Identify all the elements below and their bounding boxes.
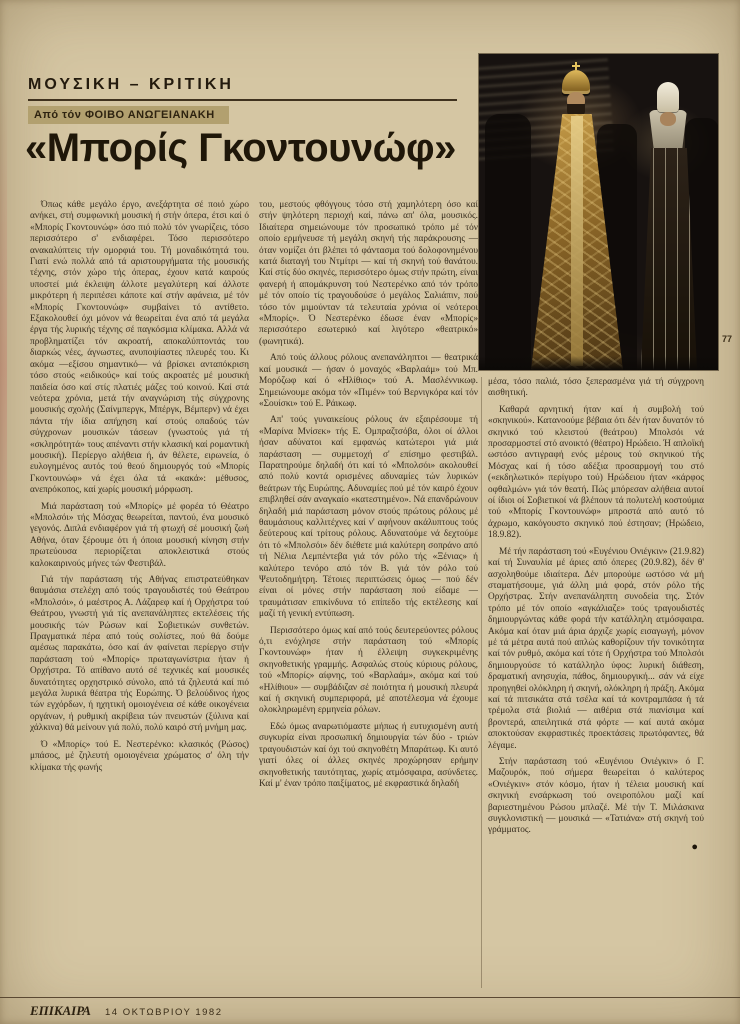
boris-figure bbox=[531, 62, 623, 370]
issue-date: 14 ΟΚΤΩΒΡΙΟΥ 1982 bbox=[104, 1007, 223, 1018]
article-title: «Μπορίς Γκοντουνώφ» bbox=[25, 126, 456, 170]
crown-cross-icon bbox=[575, 62, 577, 70]
paragraph: Απ' τούς γυναικείους ρόλους άν εξαιρέσουμε τή «Μαρίνα Μνίσεκ» τής Ε. Ομπραζτσόβα, όλοι οί άλλοι ήσαν αδύνατοι καί εμφανώς κατώτεροι γιά μιά παράσταση — συμμετοχή σ' επίσημο φεστιβάλ. Παρατηρούμε δηλαδή ότι καί τό «Μπολσόι» ακολουθεί από πολύ κοντά ορισμένες αδυναμίες τών λυρικών θεάτρων τής Ευρώπης. Αδυναμίες πού μέ τόν καιρό έχουν επιβληθεί σάν αναγκαίο «κατεστημένο». Νά επανδρώνουν δηλαδή μιά παράσταση μόνον στούς πρώτους ρόλους μέ θαυμάσιους καλλιτέχνες καί ν' αφήνουν ακάλυπτους τούς δεύτερους καί τρίτους ρόλους. Αδυνατούμε νά δεχτούμε ότι τό «Μπολσόι» δέν διέθετε μιά καλύτερη σοπράνο από τή Νέλια Λεμπέντεβα γιά τόν ρόλο τής «Ξένιας» ή καλύτερο τενόρο από τόν Β. γιά τόν ρόλο τού Ψευτοδημήτρη. Τέτοιες περιπτώσεις όμως — πού δέν είναι οί μόνες στήν παράσταση πού είδαμε — τραυμάτισαν επικίνδυνα τό επίπεδο τής εκτέλεσης καί μαζί τή γενική εντύπωση. bbox=[259, 415, 478, 620]
magazine-name: ΕΠΙΚΑΙΡΑ bbox=[30, 1003, 91, 1018]
paragraph: Καθαρά αρνητική ήταν καί ή συμβολή τού «σκηνικού». Κατανοούμε βέβαια ότι δέν ήταν δυνατόν τό σκηνικό τού κλειστού (θεάτρου) Μπολσόι νά προσαρμοστεί στό ανοικτό (θέατρο) Ηρώδειο. Ή απλοϊκή ωστόσο αντιγραφή ενός μέρους τού σκηνικού τής Μόσχας καί ή τόσο αδέξια προσαρμογή του στό («εκδηλωτικό» περίγυρο τού) Ηρώδειου ήταν «κάρφος οφθαλμών» γιά τόν θεατή. Πώς μπόρεσαν αλήθεια αυτοί οί ίδιοι οί Σοβιετικοί νά βλέπουν τά πολυτελή κοστούμια τού «Μπορίς Γκοντουνώφ» μπροστά από αυτό τό άχρωμο, κακόγουστο σκηνικό πού έστησαν; (Ηρώδειο, 18.9.82). bbox=[488, 404, 704, 541]
robe-stole bbox=[571, 116, 583, 366]
page-footer bbox=[30, 1002, 222, 1020]
paragraph: του, μεστούς φθόγγους τόσο στή χαμηλότερη όσο καί στήν ψηλότερη περιοχή καί, πάνω απ' όλα, μουσικός. Ιδιαίτερα σημειώνουμε τόν προσωπικό τρόπο μέ τόν οποίο ερμήνευσε τή μεγάλη σκηνή τής παράκρουσης — όταν νομίζει ότι βλέπει τό φάντασμα τού δολοφονημένου κατά διαταγή του Ντμίτρι — καί τή σκηνή τού θανάτου. Καί στίς δύο σκηνές, περισσότερο όμως στήν πρώτη, είναι φανερή ή απομάκρυνση τού Νεστερένκο από τόν τρόπο μέ τόν οποίο τίς τραγουδούσε ό μεγάλος Σαλιάπιν, πού τόσο τόν μιμούνταν τά τελευταία χρόνια οί νεότεροι «Μπορίς». Ό Νεστερένκο έδωσε έναν «Μπορίς» περισσότερο εσωτερικό καί λιγότερο «θεατρικό» (φωνητικά). bbox=[259, 200, 478, 347]
background-figure bbox=[485, 114, 531, 370]
white-mitre bbox=[657, 82, 679, 112]
article-column-1 bbox=[30, 200, 249, 989]
heading-rule bbox=[28, 99, 457, 101]
page-number: 77 bbox=[722, 334, 733, 344]
column-divider-rule bbox=[481, 377, 482, 988]
paragraph: Εδώ όμως αναρωτιόμαστε μήπως ή ευτυχισμένη αυτή συγκυρία είναι προσωπική δημιουργία τών δύο - τριών τραγουδιστών καί όχι τού σκηνοθέτη Μπαράτωφ. Κι αυτό γιατί όλες οί άλλες σκηνές προχώρησαν ερήμην σκηνοθετικής ταυτότητας, χωρίς ατμόσφαιρα, ασύνδετες. Καί μ' έναν τρόπο παιξίματος, μέ εκφραστικά δηλαδή bbox=[259, 721, 478, 789]
paragraph: Γιά τήν παράσταση τής Αθήνας επιστρατεύθηκαν θαυμάσια στελέχη από τούς τραγουδιστές τού Θεάτρου «Μπολσόι», ό μαέστρος Α. Λάζαρεφ καί ή Ορχήστρα τού Θεάτρου, γνωστή γιά τίς ανεπανάληπτες εκτελέσεις τής μουσικής τών Ρώσων καί Σοβιετικών συνθετών. Πραγματικά πέρα από τούς σολίστες, πού θά δούμε αμέσως παρακάτω, όσο καί άν φαίνεται περίεργο στήν παράσταση τού «Μπορίς» πρωταγωνίστρια ήταν ή Ορχήστρα. Τό απίθανο αυτό σέ τεχνικές καί μουσικές δυνατότητες ορχηστρικό σύνολο, από τά ζηλευτά καί πιό μεγάλα λυρικά θέατρα τής Ευρώπης. Ό βελούδινος ήχος τών εγχόρδων, ή ηχητική ομοιογένεια σέ κάθε οικογένεια οργάνων, ή ρυθμική ακρίβεια τών πνευστών (ξύλινα καί χάλκινα) θά μείνουν γιά πολύ, πολύ καιρό στή μνήμη μας. bbox=[30, 575, 249, 734]
paragraph: Ό «Μπορίς» τού Ε. Νεστερένκο: κλασικός (Ρώσος) μπάσος, μέ ζηλευτή ομοιογένεια χρώματος σ' όλη τήν κλίμακα τής φωνής bbox=[30, 739, 249, 773]
stage-photo bbox=[479, 54, 718, 370]
paragraph: Από τούς άλλους ρόλους ανεπανάληπτοι — θεατρικά καί μουσικά — ήσαν ό μοναχός «Βαρλαάμ» τού Μπ. Μορόζωφ καί ό «Ηλίθιος» τού Α. Μασλέννικωφ. Σημειώνουμε ακόμα τόν «Πιμέν» τού Βερνιγκόρα καί τόν «Σουίσκι» τού Ε. Ράικωφ. bbox=[259, 353, 478, 409]
paragraph: Στήν παράσταση τού «Ευγένιου Ονιέγκιν» ό Γ. Μαζουρόκ, πού σήμερα θεωρείται ό καλύτερος «Ονιέγκιν» στόν κόσμο, ήταν ή τέλεια μουσική καί σκηνική ενσάρκωση τού ονειροπόλου μαζί καί βαριεστημένου Ρώσου μπλαζέ. Μέ τήν Τ. Μιλάσκινα συγκλονιστική — μουσικά — «Τατιάνα» στή σκηνή τού γράμματος. bbox=[488, 757, 704, 836]
article-column-3 bbox=[488, 377, 704, 989]
paragraph: Μέ τήν παράσταση τού «Ευγένιου Ονιέγκιν» (21.9.82) καί τή Συναυλία μέ άριες από όπερες (20.9.82), δέν θ' ασχοληθούμε ιδιαίτερα. Δέν μπορούμε ωστόσο νά μή σταματήσουμε, γιά άλλη μιά φορά, στόν ρόλο τής Ορχήστρας. Στήν ανεπανάληπτη συνοδεία της. Στόν τρόπο μέ τόν οποίο «αγκάλιαζε» τούς τραγουδιστές δημιουργώντας κάθε φορά τήν κατάλληλη ατμόσφαιρα. Ακόμα καί όταν μιά άρια άρχιζε χωρίς εισαγωγή, μόνον μέ τά μέτρα αυτά πού απλώς καθορίζουν τήν τονικότητα καί τόν ρυθμό, ακόμα καί τότε ή Ορχήστρα τού Μπολσόι δημιουργούσε τό κατάλληλο ύφος: λυρική διάθεση, δραματική ανησυχία, πάθος, δημιουργική... σάν νά είχε προηγηθεί ολόκληρη ή σκηνή, ολόκληρη ή πράξη. Ακόμα καί τά πιτσικάτα στά τσέλα καί τά κοντραμπάσα ή τά τρέμολα στά βιολιά — αιθέρια στά πιανίσιμα καί βροντερά, απειλητικά στά φόρτε — καί αυτά ακόμα αποκτούσαν εκφραστικές προεκτάσεις πρωτόφαντες, θά λέγαμε. bbox=[488, 546, 704, 751]
patriarch-figure bbox=[635, 82, 705, 370]
scan-edge-tint bbox=[0, 90, 7, 650]
byline: Από τόν ΦΟΙΒΟ ΑΝΩΓΕΙΑΝΑΚΗ bbox=[28, 106, 229, 124]
patriarch-face bbox=[660, 112, 676, 126]
paragraph: Περισσότερο όμως καί από τούς δευτερεύοντες ρόλους ό,τι ενόχλησε στήν παράσταση τού «Μπορίς Γκοντουνώφ» ήταν ή έλλειψη συγκεκριμένης σκηνοθετικής γραμμής. Ασφαλώς στούς κύριους ρόλους, τού «Μπορίς» αίφνης, τού «Βαρλαάμ», ακόμα καί τού «Ηλίθιου» — συμβάδιζαν σέ ποιότητα ή μουσική πλευρά καί ή σκηνική συμπεριφορά, μέ αποτέλεσμα νά έχουμε ολοκληρωμένη ερμηνεία ρόλων. bbox=[259, 625, 478, 716]
article-end-mark: ● bbox=[691, 840, 698, 853]
paragraph: μέσα, τόσο παλιά, τόσο ξεπερασμένα γιά τή σύγχρονη αισθητική. bbox=[488, 377, 704, 399]
article-column-2 bbox=[259, 200, 478, 989]
footer-rule bbox=[0, 997, 740, 998]
paragraph: Μιά παράσταση τού «Μπορίς» μέ φορέα τό Θέατρο «Μπολσόι» τής Μόσχας θεωρείται, παντού, ένα μουσικό γεγονός. Διπλά ενδιαφέρον γιά τή φτωχή σέ μουσική ζωή Αθήνα, όταν ξέρουμε ότι ή όποια μουσική κίνηση στήν πρωτεύουσα περιορίζεται αποκλειστικά στούς καλοκαιρινούς μήνες τών Φεστιβάλ. bbox=[30, 501, 249, 569]
tsar-crown bbox=[562, 70, 590, 94]
paragraph: Όπως κάθε μεγάλο έργο, ανεξάρτητα σέ ποιό χώρο ανήκει, στή συμφωνική μουσική ή στήν όπερα, έτσι καί ό «Μπορίς Γκοντουνώφ» όσο πιό πολύ τόν γνωρίζεις, τόσο περισσότερο σ' ενδιαφέρει. Τόσο περισσότερο ανακαλύπτεις τήν ομορφιά του. Τή μοναδικότητά του. Γιατί ενώ πολλά από τά αριστουργήματα τής μουσικής τέχνης, στόν χώρο τής όπερας, έχουν κατά καιρούς υποστεί μιά έκλειψη άλλοτε μεγαλύτερη καί άλλοτε μικρότερη ή περιπέσει κάποτε καί στήν αφάνεια, μέ τόν «Μπορίς Γκοντουνώφ» συμβαίνει τό αντίθετο. Εξακολουθεί όχι μόνον νά θεωρείται ένα από τά μεγάλα έργα τής λυρικής τέχνης σέ παγκόσμια κλίμακα. Αλλά νά προβληματίζει τόν ακροατή, αποκαλύπτοντάς του διαρκώς νέες, άγνωστες, ανυποψίαστες πλευρές του. Κι ακόμα —εξίσου σημαντικό— νά βρίσκει ανταπόκριση τόσο στούς «ειδικούς» καί τούς ακροατές μέ μουσική παιδεία όσο καί στίς πλατιές μάζες τού κοινού. Καί στά νεότερα χρόνια, μετά τήν αναγνώριση τής σύγχρονης μουσικής σχολής (Σαίνμπεργκ, Μπέργκ, Βέμπερν) νά έχει πάντα τήν ίδια απήχηση καί στούς οπαδούς τών σύγχρονων μουσικών τάσεων (γνωστούς γιά τή «σκληρότητά» τους απέναντι στήν κλασική καί ρομαντική μουσική). Περίεργο αλήθεια ή, άν θέλετε, ειρωνεία, ό ευλογημένος αυτός τού θεού δημιουργός τού «Μπορίς Γκοντουνώφ» νά έχει όλα τά «κακά»: μέθυσος, ανεπρόκοπος, καί χωρίς μουσική μόρφωση. bbox=[30, 200, 249, 496]
stage-floor-shadow bbox=[479, 356, 718, 370]
section-heading: ΜΟΥΣΙΚΗ – ΚΡΙΤΙΚΗ bbox=[28, 76, 234, 93]
patriarch-robe bbox=[641, 148, 697, 370]
